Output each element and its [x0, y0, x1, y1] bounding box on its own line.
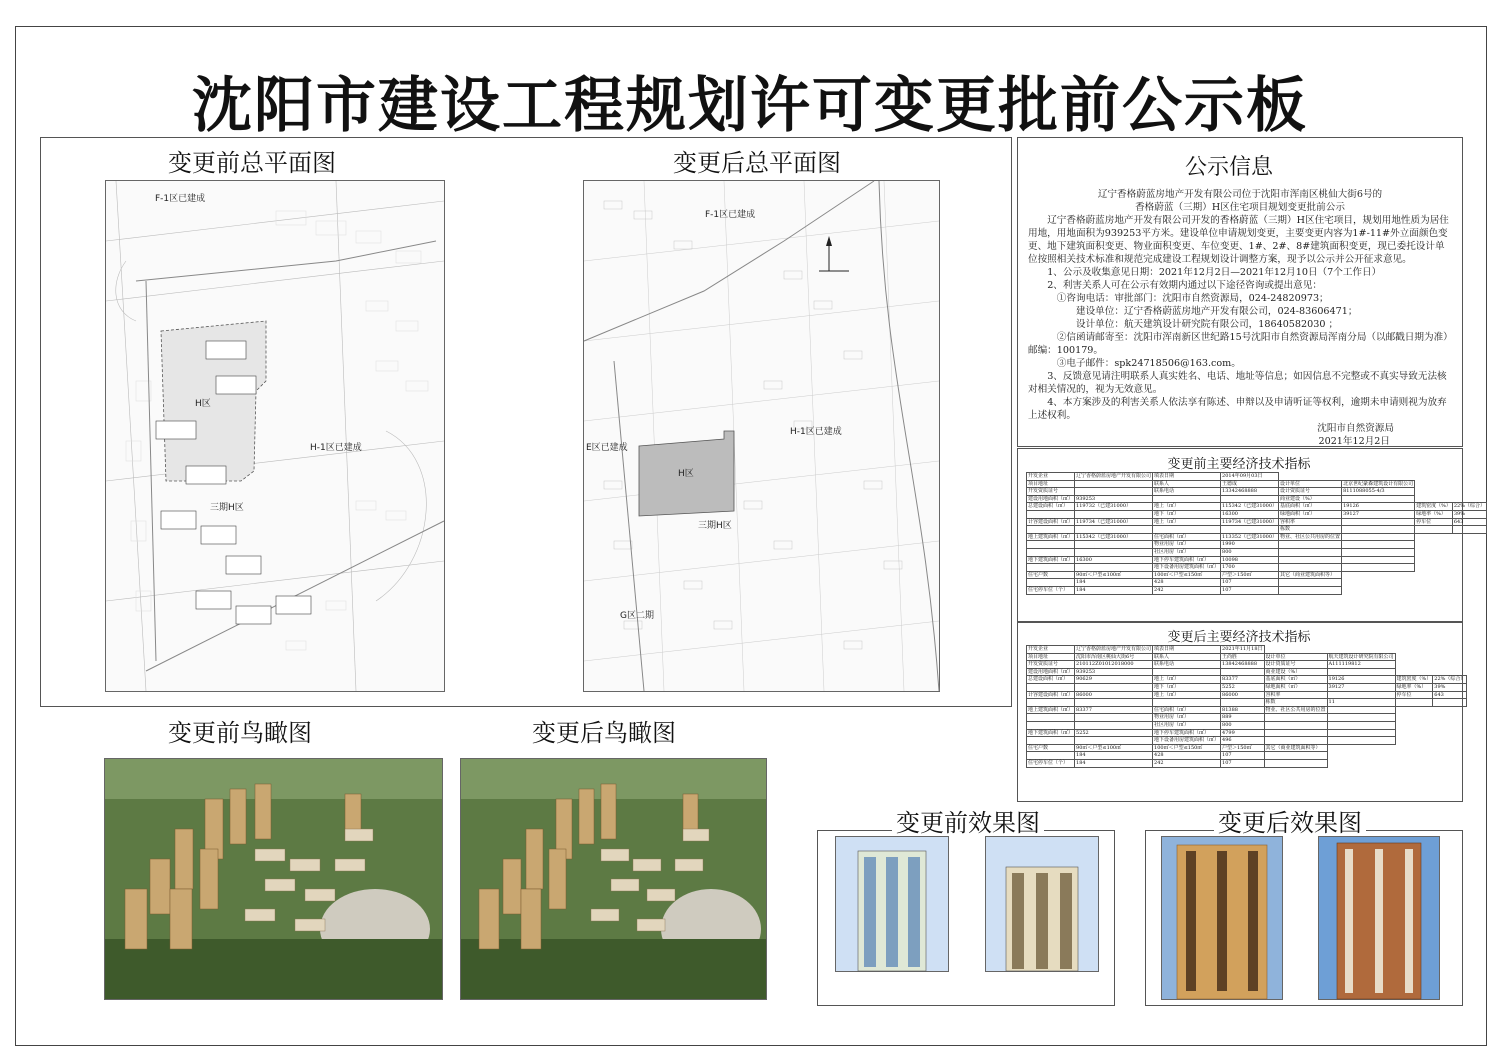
table-cell: 107 [1221, 752, 1264, 760]
table-cell: 项目地址 [1027, 653, 1075, 661]
table-cell [1075, 721, 1153, 729]
notice-heading: 公示信息 [1185, 155, 1274, 180]
aerial-before-image [104, 758, 443, 1000]
table-cell: 113352（已建31000） [1222, 533, 1278, 540]
table-cell: 王德成 [1221, 480, 1279, 488]
plan-before-zone-phase3: 三期H区 [210, 503, 244, 513]
table-cell [1027, 510, 1075, 518]
table-cell: 住宅停车位（个） [1027, 759, 1075, 767]
aerial-after-render [461, 759, 766, 999]
table-cell: 8111088055-4/3 [1342, 488, 1415, 496]
notice-para-1: 辽宁香格蔚蓝房地产开发有限公司开发的香格蔚蓝（三期）H区住宅项目，规划用地性质为居住用地，用地面积为939253平方米。建设单位申请规划变更，主要变更内容为1#-11#外立面颜色变更、地下建筑面积变更、物业面积变更、车位变更、1#、2#、8#建筑面积变更，现已委托设计单位按照相关技术标准和规范完成建设工程规划设计调整方案，现予以公示并公开征求意见。 [1028, 215, 1449, 265]
table-cell: 户型＞150㎡ [1221, 744, 1264, 752]
table-cell: 联系电话 [1153, 488, 1221, 496]
table-cell: 地下设备用房建筑面积（㎡） [1154, 564, 1220, 571]
notice-item-2: 2、利害关系人可在公示有效期内通过以下途径咨询或提出意见： [1047, 280, 1322, 291]
table-cell: 地上（㎡） [1153, 676, 1221, 684]
table-cell: 地下停车建筑面积（㎡） [1153, 729, 1221, 737]
table-cell: 填表日期 [1153, 646, 1221, 654]
table-cell: 住宅面积（㎡） [1153, 533, 1221, 541]
table-cell: 绿地面积（㎡） [1264, 683, 1327, 691]
table-cell: 地上（㎡） [1153, 518, 1221, 526]
table-cell: 184 [1075, 752, 1153, 760]
table-cell [1342, 533, 1415, 541]
table-cell [1342, 518, 1415, 526]
table-cell: 83377 [1221, 676, 1264, 684]
table-row [1027, 752, 1467, 760]
plan-after-zone-h1: H-1区已建成 [790, 427, 842, 437]
plan-before-zone-h1: H-1区已建成 [310, 443, 362, 453]
table-cell [1075, 488, 1153, 496]
table-cell: 开发资质证号 [1027, 488, 1075, 496]
tech-table-before [1026, 472, 1487, 595]
table-row [1027, 676, 1467, 684]
table-cell [1153, 495, 1221, 503]
table-cell: 100㎡＜户型≤150㎡ [1153, 571, 1221, 579]
table-cell [1075, 564, 1153, 572]
table-cell: 地下（㎡） [1153, 683, 1221, 691]
table-cell: 项目地址 [1027, 480, 1075, 488]
table-row [1027, 510, 1487, 518]
table-cell: 地下设备用房建筑面积（㎡） [1154, 737, 1220, 744]
table-cell: 800 [1221, 721, 1264, 729]
table-cell: 地下（㎡） [1153, 510, 1221, 518]
table-row [1027, 683, 1467, 691]
table-cell [1027, 541, 1075, 549]
table-cell: 基底面积（㎡） [1279, 503, 1342, 511]
table-row [1027, 737, 1467, 745]
table-cell: 11 [1327, 699, 1395, 707]
table-cell: 其它（商业建筑面积等） [1279, 571, 1342, 579]
table-row [1027, 541, 1487, 549]
table-cell: 设计资质证号 [1279, 488, 1342, 496]
table-cell [1264, 714, 1327, 722]
site-plan-before [105, 180, 445, 692]
tech-table-after [1026, 645, 1467, 768]
table-cell: 王尚胜 [1221, 653, 1264, 661]
table-cell [1264, 759, 1327, 767]
table-cell: 地上（㎡） [1153, 503, 1221, 511]
table-row [1027, 548, 1487, 556]
table-cell [1027, 714, 1075, 722]
table-cell [1327, 737, 1395, 745]
table-cell [1221, 495, 1279, 503]
table-cell: 地上建筑面积（㎡） [1028, 706, 1074, 713]
table-cell: 107 [1221, 586, 1279, 594]
table-cell: 39127 [1342, 510, 1415, 518]
plan-after-zone-e: E区已建成 [586, 443, 628, 453]
render-after-svg-1 [1162, 837, 1282, 999]
table-cell [1153, 526, 1221, 534]
render-before-elevation-1 [835, 836, 949, 972]
table-cell: 辽宁香格蔚蓝房地产开发有限公司 [1076, 646, 1152, 652]
table-cell: 939253 [1075, 495, 1153, 503]
table-cell: 1700 [1221, 564, 1279, 572]
table-cell: 107 [1221, 579, 1279, 587]
table-cell: 16300 [1221, 510, 1279, 518]
table-cell: 绿地率（%） [1415, 510, 1453, 518]
table-cell [1279, 548, 1342, 556]
table-cell: 设计资质证号 [1264, 661, 1327, 669]
table-cell [1327, 668, 1395, 676]
table-cell: 建筑密度（%） [1416, 503, 1451, 510]
table-row [1027, 714, 1467, 722]
table-cell: 119734（已建31000） [1222, 518, 1278, 525]
table-cell: 800 [1221, 548, 1279, 556]
table-cell: 22%（综合） [1453, 503, 1485, 510]
notice-phone-2: 建设单位：辽宁香格蔚蓝房地产开发有限公司，024-83606471； [1076, 306, 1358, 317]
table-cell: 242 [1153, 759, 1221, 767]
table-cell: 建设用地面积（㎡） [1028, 668, 1074, 675]
table-cell [1279, 579, 1342, 587]
table-row [1027, 579, 1487, 587]
table-after [1026, 645, 1466, 768]
render-after-label: 变更后效果图 [1214, 803, 1366, 838]
table-row [1027, 488, 1487, 496]
table-cell: 86000 [1221, 691, 1264, 699]
table-cell: 建设用地面积（㎡） [1028, 495, 1074, 502]
table-cell: 184 [1075, 759, 1153, 767]
table-cell [1327, 721, 1395, 729]
table-cell [1221, 699, 1264, 707]
table-cell: 建筑密度（%） [1396, 676, 1432, 683]
table-row [1027, 556, 1487, 564]
notice-body [1028, 188, 1452, 448]
table-cell: 4799 [1221, 729, 1264, 737]
render-before-svg-2 [986, 837, 1098, 971]
notice-subtitle-1: 辽宁香格蔚蓝房地产开发有限公司位于沈阳市浑南区桃仙大街6号的 [1097, 189, 1383, 200]
board-title: 沈阳市建设工程规划许可变更批前公示板 [192, 71, 1308, 141]
table-cell: 社区用房（㎡） [1153, 548, 1221, 556]
render-before-label: 变更前效果图 [892, 803, 1044, 838]
table-cell [1342, 541, 1415, 549]
table-cell [1153, 699, 1221, 707]
table-cell: 绿地面积（㎡） [1279, 510, 1342, 518]
plan-before-label: 变更前总平面图 [168, 149, 336, 177]
table-row [1027, 661, 1467, 669]
table-cell: 户型＞150㎡ [1221, 571, 1279, 579]
table-cell: 107 [1221, 759, 1264, 767]
table-row [1027, 668, 1467, 676]
notice-date: 2021年12月2日 [1318, 436, 1390, 447]
table-cell: 16300 [1075, 556, 1153, 564]
plan-after-block: H区 [678, 469, 694, 479]
notice-phone-3: 设计单位：航天建筑设计研究院有限公司，18640582030 ； [1076, 319, 1339, 330]
table-row [1027, 646, 1467, 654]
site-plan-before-drawing [106, 181, 444, 691]
table-cell [1075, 541, 1153, 549]
table-cell [1264, 721, 1327, 729]
table-before-title: 变更前主要经济技术指标 [1167, 457, 1311, 472]
table-cell: 辽宁香格蔚蓝房地产开发有限公司 [1076, 473, 1152, 479]
table-cell: 基底面积（㎡） [1264, 676, 1327, 684]
table-cell: 184 [1075, 579, 1153, 587]
table-cell: 其它（商业建筑面积等） [1264, 744, 1327, 752]
table-cell: 90629 [1075, 676, 1153, 684]
table-cell: 总建设面积（㎡） [1027, 503, 1075, 511]
table-cell: 19126 [1327, 676, 1395, 684]
table-cell: 81388 [1221, 706, 1264, 714]
table-cell [1027, 737, 1075, 745]
table-cell [1279, 586, 1342, 594]
plan-before-zone-f1: F-1区已建成 [155, 194, 206, 204]
notice-item-1: 1、公示及收集意见日期：2021年12月2日—2021年12月10日（7个工作日） [1047, 267, 1382, 278]
table-cell: 开发资质证号 [1027, 661, 1075, 669]
table-cell: 联系电话 [1153, 661, 1221, 669]
table-cell [1327, 729, 1395, 737]
table-cell [1075, 737, 1153, 745]
table-cell: 物业用房（㎡） [1153, 541, 1221, 549]
table-cell: 939253 [1075, 668, 1153, 676]
table-cell [1342, 564, 1415, 572]
table-cell: 航天建筑设计研究院有限公司 [1328, 653, 1394, 660]
table-row [1027, 518, 1487, 526]
table-cell: 39127 [1327, 683, 1395, 691]
table-row [1027, 480, 1487, 488]
table-cell [1075, 683, 1153, 691]
table-cell: 计容建设面积（㎡） [1028, 691, 1074, 698]
table-cell [1342, 548, 1415, 556]
table-cell: 停车位 [1395, 691, 1433, 699]
table-row [1027, 729, 1467, 737]
aerial-after-image [460, 758, 767, 1000]
table-cell [1342, 495, 1415, 503]
table-cell: 39% [1433, 683, 1467, 691]
table-cell: 428 [1153, 752, 1221, 760]
table-cell: 39% [1452, 510, 1486, 518]
table-cell [1221, 526, 1279, 534]
notice-email: ③电子邮件：spk24718506@163.com。 [1056, 358, 1241, 369]
render-after-photo-2 [1318, 836, 1440, 1000]
table-cell: 2021年11月18日 [1222, 646, 1263, 652]
table-cell: 210112Z01012018000 [1075, 661, 1153, 669]
table-cell [1433, 699, 1467, 707]
table-row [1027, 526, 1487, 534]
render-before-svg-1 [836, 837, 948, 971]
notice-item-4: 4、本方案涉及的利害关系人依法享有陈述、申辩以及申请听证等权利，逾期未申请则视为放弃上述权利。 [1028, 397, 1447, 421]
table-cell: 填表日期 [1153, 473, 1221, 481]
table-cell: 设计单位 [1279, 480, 1342, 488]
table-cell: 计容建设面积（㎡） [1028, 518, 1074, 525]
table-cell [1027, 699, 1075, 707]
render-after-svg-2 [1319, 837, 1439, 999]
table-cell [1027, 721, 1075, 729]
table-cell: 开发企业 [1027, 473, 1075, 481]
table-cell [1327, 691, 1395, 699]
table-cell: 商业建设（%） [1279, 495, 1342, 503]
table-cell [1075, 480, 1153, 488]
table-cell [1264, 729, 1327, 737]
table-cell: 物业、社区公共用房的位置 [1265, 706, 1326, 713]
table-cell: 地上（㎡） [1153, 691, 1221, 699]
table-cell: 115342（已建31000） [1222, 503, 1278, 510]
table-cell [1075, 548, 1153, 556]
plan-after-zone-g: G区二期 [620, 611, 654, 621]
table-row [1027, 503, 1487, 511]
table-cell [1153, 668, 1221, 676]
table-cell [1075, 510, 1153, 518]
table-row [1027, 706, 1467, 714]
table-cell: 5252 [1221, 683, 1264, 691]
table-cell [1027, 683, 1075, 691]
table-cell: 13842468888 [1221, 661, 1264, 669]
table-cell [1027, 564, 1075, 572]
table-cell: 19126 [1342, 503, 1415, 511]
notice-issuer: 沈阳市自然资源局 [1317, 423, 1394, 434]
table-cell: 住宅停车位（个） [1027, 586, 1075, 594]
table-cell: 428 [1153, 579, 1221, 587]
notice-mail: ②信函请邮寄至：沈阳市浑南新区世纪路15号沈阳市自然资源局浑南分局（以邮戳日期为准）邮编：100179。 [1028, 332, 1448, 356]
table-row [1027, 653, 1467, 661]
table-cell: 119734（已建31000） [1075, 518, 1153, 526]
table-cell: 496 [1221, 737, 1264, 745]
table-row [1027, 721, 1467, 729]
table-cell: 联系人 [1153, 480, 1221, 488]
table-cell: 停车位 [1415, 518, 1453, 526]
table-row [1027, 473, 1487, 481]
table-cell [1452, 526, 1486, 534]
table-cell: 643 [1433, 691, 1467, 699]
table-cell [1327, 706, 1395, 714]
table-row [1027, 691, 1467, 699]
notice-phone-1: ①咨询电话：审批部门：沈阳市自然资源局，024-24820973； [1056, 293, 1329, 304]
table-cell [1027, 752, 1075, 760]
render-after-photo-1 [1161, 836, 1283, 1000]
table-cell: 100㎡＜户型≤150㎡ [1153, 744, 1221, 752]
aerial-before-label: 变更前鸟瞰图 [168, 719, 312, 747]
table-cell: 开发企业 [1027, 646, 1075, 654]
table-cell [1279, 556, 1342, 564]
table-cell: 住宅户数 [1027, 744, 1075, 752]
table-cell: 2014年09月03日 [1221, 473, 1279, 481]
table-cell [1264, 752, 1327, 760]
table-row [1027, 571, 1487, 579]
table-cell: 总建设面积（㎡） [1027, 676, 1075, 684]
table-cell [1075, 699, 1153, 707]
aerial-before-render [105, 759, 442, 999]
table-cell [1279, 541, 1342, 549]
table-row [1027, 744, 1467, 752]
table-cell: 90㎡＜户型≤100㎡ [1075, 571, 1153, 579]
table-cell [1075, 714, 1153, 722]
table-cell: 115342（已建31000） [1075, 533, 1153, 541]
table-cell [1342, 526, 1415, 534]
table-cell: 沈阳市浑南区桃仙大街6号 [1075, 653, 1153, 661]
table-cell [1027, 548, 1075, 556]
table-cell: 83377 [1075, 706, 1153, 714]
table-cell: 住宅户数 [1027, 571, 1075, 579]
table-cell: 容积率 [1279, 518, 1342, 526]
table-cell: 栋数 [1279, 526, 1342, 534]
table-row [1027, 564, 1487, 572]
table-cell: 119732（已建31000） [1075, 503, 1153, 511]
table-row [1027, 533, 1487, 541]
table-row [1027, 495, 1487, 503]
table-cell: 商业建设（%） [1264, 668, 1327, 676]
table-cell: 栋数 [1264, 699, 1327, 707]
table-cell: 22%（综合） [1434, 676, 1466, 683]
aerial-after-label: 变更后鸟瞰图 [532, 719, 676, 747]
table-cell: 86000 [1075, 691, 1153, 699]
render-before-elevation-2 [985, 836, 1099, 972]
table-row [1027, 586, 1487, 594]
plan-before-block: H区 [195, 399, 211, 409]
table-cell: 242 [1153, 586, 1221, 594]
table-cell: 184 [1075, 586, 1153, 594]
table-cell: 地下建筑面积（㎡） [1028, 556, 1074, 563]
table-cell: 社区用房（㎡） [1153, 721, 1221, 729]
table-cell: 地下建筑面积（㎡） [1028, 729, 1074, 736]
table-row [1027, 699, 1467, 707]
table-cell: 设计单位 [1264, 653, 1327, 661]
table-cell: 1990 [1221, 541, 1279, 549]
table-cell: 90㎡＜户型≤100㎡ [1075, 744, 1153, 752]
table-cell [1279, 564, 1342, 572]
table-cell [1075, 526, 1153, 534]
table-cell: 643 [1452, 518, 1486, 526]
table-cell [1027, 526, 1075, 534]
plan-after-zone-phase3: 三期H区 [698, 521, 732, 531]
table-cell [1327, 714, 1395, 722]
table-cell: 物业、社区公共用房的位置 [1280, 533, 1341, 540]
table-cell: 地下停车建筑面积（㎡） [1153, 556, 1221, 564]
table-cell [1221, 668, 1264, 676]
table-cell: 地上建筑面积（㎡） [1028, 533, 1074, 540]
table-cell: 物业用房（㎡） [1153, 714, 1221, 722]
notice-item-3: 3、反馈意见请注明联系人真实姓名、电话、地址等信息；如因信息不完整或不真实导致无法核对相关情况的，视为无效意见。 [1028, 371, 1447, 395]
table-cell: 889 [1221, 714, 1264, 722]
table-cell [1395, 699, 1433, 707]
table-cell: 容积率 [1264, 691, 1327, 699]
table-cell [1342, 556, 1415, 564]
table-cell: 5252 [1075, 729, 1153, 737]
table-cell: 绿地率（%） [1395, 683, 1433, 691]
table-cell: 10098 [1221, 556, 1279, 564]
table-before [1026, 472, 1485, 595]
table-cell [1415, 526, 1453, 534]
table-cell: 13342468888 [1221, 488, 1279, 496]
table-cell: 住宅面积（㎡） [1153, 706, 1221, 714]
table-row [1027, 759, 1467, 767]
table-cell [1264, 737, 1327, 745]
table-cell [1027, 579, 1075, 587]
table-cell: 联系人 [1153, 653, 1221, 661]
notice-subtitle-2: 香格蔚蓝（三期）H区住宅项目规划变更批前公示 [1135, 202, 1345, 213]
table-cell: A111119812 [1327, 661, 1395, 669]
plan-after-label: 变更后总平面图 [673, 149, 841, 177]
plan-after-zone-f1: F-1区已建成 [705, 210, 756, 220]
table-cell: 北京世纪豪森建筑设计有限公司 [1343, 480, 1414, 487]
table-after-title: 变更后主要经济技术指标 [1167, 630, 1311, 645]
